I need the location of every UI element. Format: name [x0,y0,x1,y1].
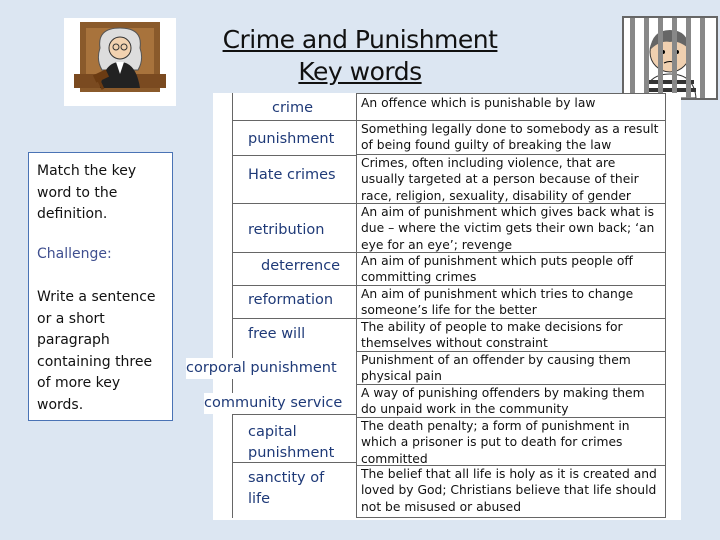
keyword-divider [232,318,356,319]
definition-row: An aim of punishment which puts people off committing crimes [357,252,665,285]
challenge-text: Write a sentence or a short paragraph containing three of more key words. [37,289,156,413]
definition-row: The death penalty; a form of punishment in which a prisoner is put to death for crimes committed [357,417,665,465]
keyword-community-service: community service [204,393,345,414]
definition-row: Punishment of an offender by causing them physical pain [357,351,665,384]
instructions-box [28,152,173,421]
keyword-hate-crimes: Hate crimes [248,167,336,183]
definition-row: The ability of people to make decisions for themselves without constraint [357,318,665,351]
keyword-crime: crime [272,100,314,116]
keyword-divider [232,414,356,415]
instruction-text: Match the key word to the definition. [37,163,137,222]
keyword-deterrence: deterrence [261,258,341,274]
keyword-capital-punishment: capital punishment [248,424,335,461]
keyword-divider [232,203,356,204]
title-line-2: Key words [298,57,422,86]
keyword-divider [232,252,356,253]
definition-row: A way of punishing offenders by making them do unpaid work in the community [357,384,665,417]
definition-row: An aim of punishment which tries to change someone’s life for the better [357,285,665,318]
title-line-1: Crime and Punishment [222,25,498,54]
keyword-divider [232,120,356,121]
definition-row: Something legally done to somebody as a result of being found guilty of breaking the law [357,120,665,154]
challenge-label: Challenge: [37,245,112,262]
keyword-divider [232,155,356,156]
keyword-corporal-punishment: corporal punishment [186,358,340,379]
judge-illustration [64,18,176,106]
keyword-free-will: free will [248,326,306,342]
definition-row: An aim of punishment which gives back what is due – where the victim gets their own back; ‘an eye for an eye’; revenge [357,203,665,252]
keyword-sanctity-of-life: sanctity of life [248,470,325,507]
keyword-punishment: punishment [248,131,335,147]
prisoner-illustration [622,16,718,100]
keyword-divider [232,285,356,286]
definition-row: An offence which is punishable by law [357,93,665,120]
keyword-reformation: reformation [248,292,334,308]
keyword-retribution: retribution [248,222,325,238]
definitions-table [356,93,666,518]
definition-row: Crimes, often including violence, that are usually targeted at a person because of their race, religion, sexuality, disability of gender [357,154,665,203]
definition-row: The belief that all life is holy as it is created and loved by God; Christians believe that life should not be misused or abused [357,465,665,518]
